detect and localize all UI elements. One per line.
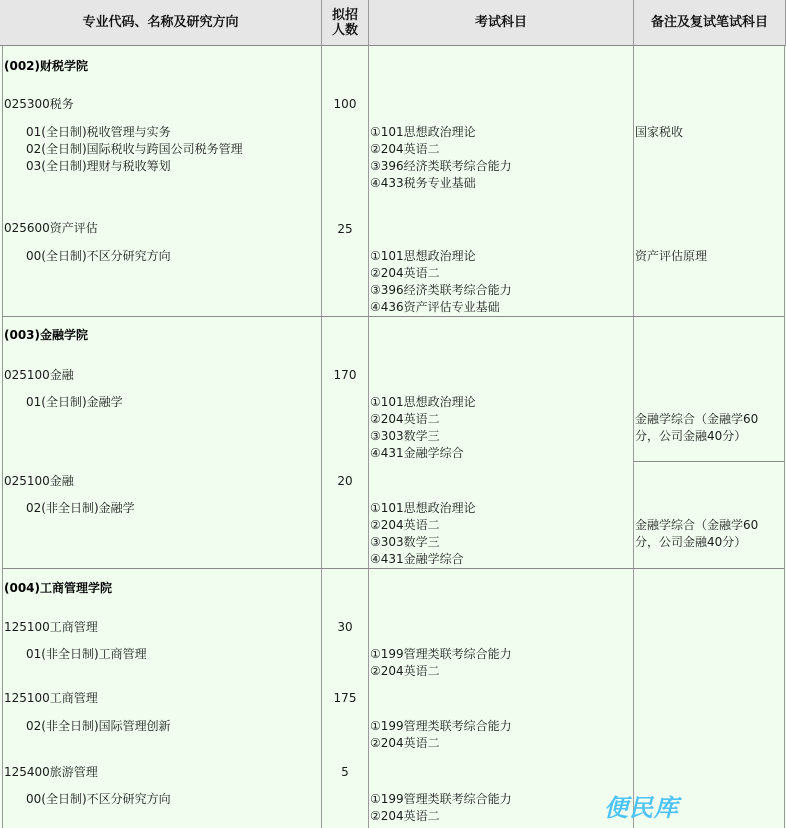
subject: ②204英语二 bbox=[370, 664, 440, 678]
notes-divider bbox=[634, 461, 784, 462]
section-divider bbox=[2, 568, 784, 569]
grid-line bbox=[321, 46, 322, 828]
subject: ③396经济类联考综合能力 bbox=[370, 159, 512, 173]
direction: 01(全日制)金融学 bbox=[26, 395, 123, 409]
subject: ④431金融学综合 bbox=[370, 446, 464, 460]
direction: 01(非全日制)工商管理 bbox=[26, 647, 147, 661]
major-name: 125100工商管理 bbox=[4, 691, 98, 705]
major-name: 025600资产评估 bbox=[4, 221, 98, 235]
major-name: 025100金融 bbox=[4, 368, 74, 382]
section-title: (002)财税学院 bbox=[4, 59, 89, 73]
section-divider bbox=[2, 316, 784, 317]
subject: ②204英语二 bbox=[370, 809, 440, 823]
direction: 02(全日制)国际税收与跨国公司税务管理 bbox=[26, 142, 243, 156]
subject: ③303数学三 bbox=[370, 429, 440, 443]
direction: 01(全日制)税收管理与实务 bbox=[26, 125, 171, 139]
major-name: 125400旅游管理 bbox=[4, 765, 98, 779]
quota: 170 bbox=[333, 368, 357, 382]
subject: ②204英语二 bbox=[370, 266, 440, 280]
grid-line bbox=[368, 46, 369, 828]
grid-line bbox=[2, 46, 3, 828]
subject: ④436资产评估专业基础 bbox=[370, 300, 500, 314]
direction: 02(非全日制)国际管理创新 bbox=[26, 719, 171, 733]
subject: ①199管理类联考综合能力 bbox=[370, 647, 512, 661]
note: 金融学综合（金融学60分，公司金融40分） bbox=[635, 518, 759, 549]
quota: 25 bbox=[337, 222, 353, 236]
quota: 175 bbox=[333, 691, 357, 705]
subject: ③303数学三 bbox=[370, 535, 440, 549]
subject: ①101思想政治理论 bbox=[370, 249, 476, 263]
subject: ②204英语二 bbox=[370, 142, 440, 156]
subject: ②204英语二 bbox=[370, 412, 440, 426]
subject: ②204英语二 bbox=[370, 736, 440, 750]
header-subjects: 考试科目 bbox=[369, 0, 634, 46]
subject: ①101思想政治理论 bbox=[370, 395, 476, 409]
subject: ①101思想政治理论 bbox=[370, 501, 476, 515]
subject: ①199管理类联考综合能力 bbox=[370, 792, 512, 806]
section-title: (004)工商管理学院 bbox=[4, 581, 113, 595]
direction: 00(全日制)不区分研究方向 bbox=[26, 249, 171, 263]
note: 资产评估原理 bbox=[635, 249, 708, 263]
subject: ②204英语二 bbox=[370, 518, 440, 532]
quota: 30 bbox=[337, 620, 353, 634]
note: 国家税收 bbox=[635, 125, 684, 139]
header-major: 专业代码、名称及研究方向 bbox=[0, 0, 322, 46]
header-notes: 备注及复试笔试科目 bbox=[634, 0, 786, 46]
grid-line bbox=[784, 46, 785, 828]
quota: 20 bbox=[337, 474, 353, 488]
note: 金融学综合（金融学60分，公司金融40分） bbox=[635, 412, 759, 443]
major-name: 125100工商管理 bbox=[4, 620, 98, 634]
direction: 03(全日制)理财与税收筹划 bbox=[26, 159, 171, 173]
header-quota: 拟招 人数 bbox=[322, 0, 369, 46]
subject: ④431金融学综合 bbox=[370, 552, 464, 566]
quota: 5 bbox=[341, 765, 349, 779]
section-title: (003)金融学院 bbox=[4, 328, 89, 342]
subject: ④433税务专业基础 bbox=[370, 176, 476, 190]
watermark-logo: 便民库 bbox=[604, 794, 679, 822]
major-name: 025100金融 bbox=[4, 474, 74, 488]
direction: 02(非全日制)金融学 bbox=[26, 501, 135, 515]
direction: 00(全日制)不区分研究方向 bbox=[26, 792, 171, 806]
subject: ①199管理类联考综合能力 bbox=[370, 719, 512, 733]
subject: ①101思想政治理论 bbox=[370, 125, 476, 139]
quota: 100 bbox=[333, 97, 357, 111]
grid-line bbox=[633, 46, 634, 828]
major-name: 025300税务 bbox=[4, 97, 74, 111]
subject: ③396经济类联考综合能力 bbox=[370, 283, 512, 297]
